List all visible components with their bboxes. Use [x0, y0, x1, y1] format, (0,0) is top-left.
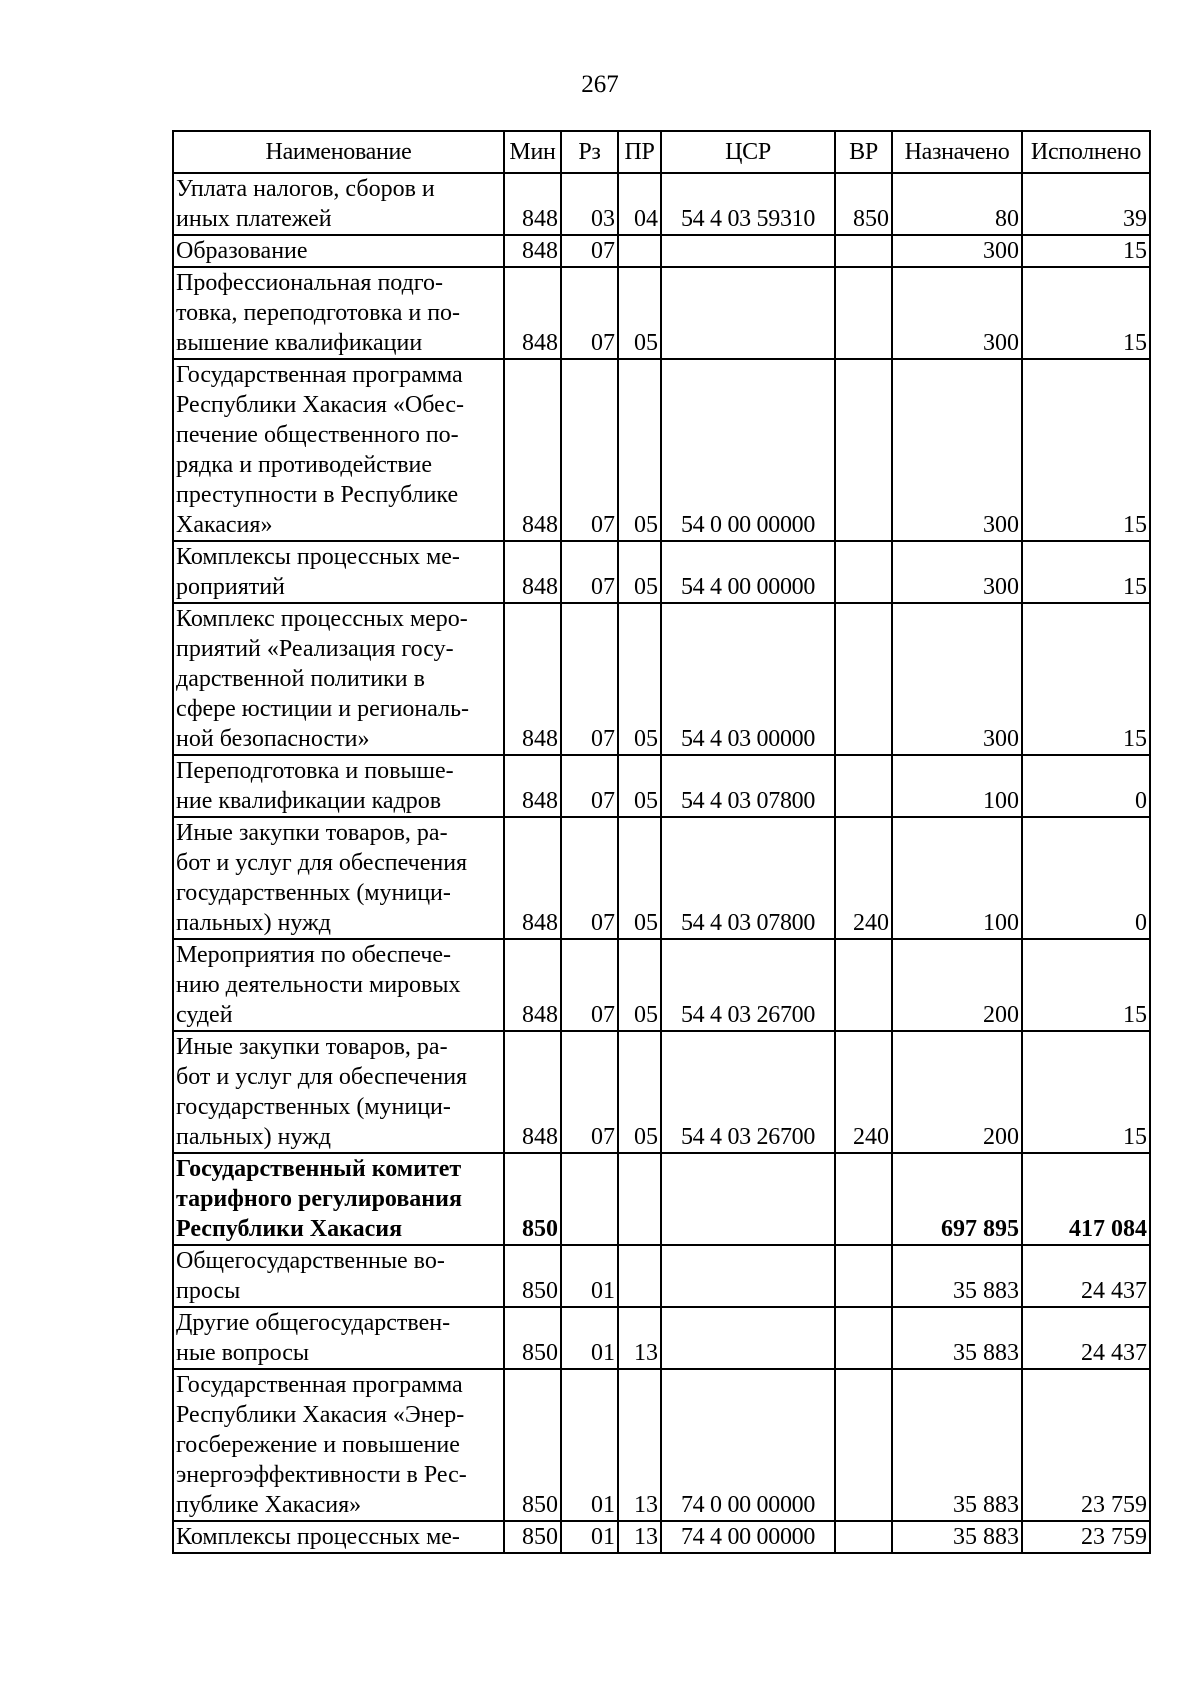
cell-name-line: вышение квалификации: [176, 330, 423, 356]
table-row: [173, 817, 1150, 939]
cell-rz: 07: [561, 817, 618, 939]
cell-assigned: 80: [892, 173, 1022, 235]
cell-assigned: 100: [892, 817, 1022, 939]
cell-vr: [835, 755, 892, 817]
cell-csr: [661, 1153, 835, 1245]
cell-assigned: 100: [892, 755, 1022, 817]
cell-vr: [835, 235, 892, 267]
cell-vr: 850: [835, 173, 892, 235]
cell-name-line: иных платежей: [176, 206, 332, 232]
table-row: [173, 541, 1150, 603]
cell-name-line: Комплексы процессных ме-: [176, 1524, 460, 1550]
cell-name-line: тарифного регулирования: [176, 1186, 462, 1212]
header-rz: Рз: [561, 131, 618, 173]
cell-name-line: Комплексы процессных ме-: [176, 544, 460, 570]
cell-vr: [835, 1521, 892, 1553]
cell-executed: 15: [1022, 359, 1150, 541]
table-row: [173, 1031, 1150, 1153]
table-row: [173, 939, 1150, 1031]
cell-name-line: государственных (муници-: [176, 880, 451, 906]
cell-vr: [835, 1307, 892, 1369]
cell-pr: 05: [618, 817, 661, 939]
cell-name-line: Другие общегосударствен-: [176, 1310, 451, 1336]
cell-name-line: Республики Хакасия: [176, 1216, 403, 1242]
cell-pr: 05: [618, 603, 661, 755]
cell-name: [173, 1153, 504, 1245]
cell-assigned: 300: [892, 603, 1022, 755]
cell-name-line: рядка и противодействие: [176, 452, 433, 478]
cell-name: [173, 235, 504, 267]
cell-rz: 01: [561, 1521, 618, 1553]
cell-executed: 23 759: [1022, 1521, 1150, 1553]
cell-name: [173, 267, 504, 359]
cell-name-line: публике Хакасия»: [176, 1492, 362, 1518]
cell-pr: 05: [618, 359, 661, 541]
cell-pr: 13: [618, 1521, 661, 1553]
table-row: [173, 267, 1150, 359]
cell-name: [173, 755, 504, 817]
cell-assigned: 300: [892, 235, 1022, 267]
cell-assigned: 35 883: [892, 1521, 1022, 1553]
cell-vr: [835, 267, 892, 359]
table-row: [173, 235, 1150, 267]
cell-vr: 240: [835, 1031, 892, 1153]
cell-assigned: 35 883: [892, 1307, 1022, 1369]
cell-vr: [835, 1369, 892, 1521]
cell-name-line: бот и услуг для обеспечения: [176, 850, 468, 876]
cell-name-line: энергоэффективности в Рес-: [176, 1462, 467, 1488]
cell-name: [173, 359, 504, 541]
cell-vr: [835, 1153, 892, 1245]
cell-name: [173, 1031, 504, 1153]
cell-vr: [835, 359, 892, 541]
cell-csr: [661, 1307, 835, 1369]
cell-min: 848: [504, 817, 561, 939]
cell-assigned: 300: [892, 267, 1022, 359]
table-row: [173, 1153, 1150, 1245]
cell-executed: 15: [1022, 939, 1150, 1031]
cell-min: 850: [504, 1307, 561, 1369]
cell-executed: 0: [1022, 755, 1150, 817]
cell-name-line: сфере юстиции и региональ-: [176, 696, 470, 722]
cell-pr: 05: [618, 267, 661, 359]
cell-csr: 54 4 00 00000: [661, 541, 835, 603]
page-number: 267: [581, 71, 619, 98]
cell-name: [173, 1521, 504, 1553]
cell-pr: [618, 1153, 661, 1245]
table-body: [173, 173, 1150, 1553]
cell-rz: 01: [561, 1245, 618, 1307]
table-row: [173, 1245, 1150, 1307]
cell-pr: 05: [618, 939, 661, 1031]
cell-name: [173, 541, 504, 603]
cell-executed: 0: [1022, 817, 1150, 939]
cell-name-line: судей: [176, 1002, 233, 1028]
cell-rz: 07: [561, 939, 618, 1031]
table-row: [173, 1521, 1150, 1553]
cell-name: [173, 1245, 504, 1307]
cell-csr: 54 0 00 00000: [661, 359, 835, 541]
cell-name-line: ние квалификации кадров: [176, 788, 442, 814]
cell-rz: 07: [561, 267, 618, 359]
cell-csr: [661, 1245, 835, 1307]
cell-rz: 07: [561, 755, 618, 817]
cell-assigned: 697 895: [892, 1153, 1022, 1245]
header-assigned: Назначено: [892, 131, 1022, 173]
cell-assigned: 300: [892, 541, 1022, 603]
cell-name-line: Мероприятия по обеспече-: [176, 942, 452, 968]
cell-name-line: пальных) нужд: [176, 1124, 331, 1150]
cell-csr: [661, 267, 835, 359]
cell-pr: 13: [618, 1369, 661, 1521]
cell-assigned: 35 883: [892, 1369, 1022, 1521]
cell-pr: 05: [618, 541, 661, 603]
cell-pr: 05: [618, 1031, 661, 1153]
cell-executed: 15: [1022, 1031, 1150, 1153]
cell-csr: 54 4 03 26700: [661, 939, 835, 1031]
cell-pr: [618, 1245, 661, 1307]
header-csr: ЦСР: [661, 131, 835, 173]
table-row: [173, 755, 1150, 817]
table-header-row: [173, 131, 1150, 173]
cell-name-line: Уплата налогов, сборов и: [176, 176, 435, 202]
table-row: [173, 359, 1150, 541]
cell-min: 848: [504, 235, 561, 267]
cell-name-line: товка, переподготовка и по-: [176, 300, 461, 326]
cell-min: 848: [504, 1031, 561, 1153]
cell-name: [173, 1369, 504, 1521]
cell-name-line: ной безопасности»: [176, 726, 370, 752]
cell-name: [173, 173, 504, 235]
cell-min: 848: [504, 603, 561, 755]
cell-executed: 417 084: [1022, 1153, 1150, 1245]
cell-name-line: Республики Хакасия «Обес-: [176, 392, 464, 418]
cell-pr: 13: [618, 1307, 661, 1369]
cell-csr: 54 4 03 00000: [661, 603, 835, 755]
cell-name-line: нию деятельности мировых: [176, 972, 461, 998]
cell-rz: 07: [561, 1031, 618, 1153]
cell-min: 848: [504, 755, 561, 817]
cell-min: 848: [504, 173, 561, 235]
cell-vr: 240: [835, 817, 892, 939]
cell-pr: 04: [618, 173, 661, 235]
cell-pr: [618, 235, 661, 267]
cell-executed: 15: [1022, 603, 1150, 755]
table-row: [173, 173, 1150, 235]
cell-name-line: бот и услуг для обеспечения: [176, 1064, 468, 1090]
cell-assigned: 35 883: [892, 1245, 1022, 1307]
cell-name: [173, 939, 504, 1031]
cell-csr: [661, 235, 835, 267]
cell-rz: 07: [561, 359, 618, 541]
cell-name-line: Республики Хакасия «Энер-: [176, 1402, 465, 1428]
header-min: Мин: [504, 131, 561, 173]
table-row: [173, 1369, 1150, 1521]
cell-assigned: 300: [892, 359, 1022, 541]
cell-vr: [835, 541, 892, 603]
cell-min: 850: [504, 1153, 561, 1245]
cell-name-line: просы: [176, 1278, 241, 1304]
table-row: [173, 603, 1150, 755]
cell-min: 848: [504, 267, 561, 359]
cell-name-line: преступности в Республике: [176, 482, 459, 508]
cell-name-line: Хакасия»: [176, 512, 273, 538]
cell-name-line: Профессиональная подго-: [176, 270, 444, 296]
cell-rz: 07: [561, 603, 618, 755]
cell-name-line: Государственная программа: [176, 362, 463, 388]
cell-pr: 05: [618, 755, 661, 817]
cell-name-line: Государственная программа: [176, 1372, 463, 1398]
cell-csr: 54 4 03 07800: [661, 755, 835, 817]
cell-rz: 07: [561, 541, 618, 603]
cell-name-line: пальных) нужд: [176, 910, 331, 936]
header-vr: ВР: [835, 131, 892, 173]
cell-name-line: роприятий: [176, 574, 285, 600]
cell-rz: [561, 1153, 618, 1245]
cell-csr: 74 4 00 00000: [661, 1521, 835, 1553]
cell-executed: 15: [1022, 235, 1150, 267]
cell-rz: 01: [561, 1307, 618, 1369]
cell-executed: 24 437: [1022, 1307, 1150, 1369]
cell-name-line: государственных (муници-: [176, 1094, 451, 1120]
cell-vr: [835, 939, 892, 1031]
cell-executed: 23 759: [1022, 1369, 1150, 1521]
cell-rz: 01: [561, 1369, 618, 1521]
cell-name-line: печение общественного по-: [176, 422, 459, 448]
cell-name-line: госбережение и повышение: [176, 1432, 460, 1458]
cell-name: [173, 817, 504, 939]
cell-assigned: 200: [892, 1031, 1022, 1153]
header-executed: Исполнено: [1022, 131, 1150, 173]
cell-name-line: Общегосударственные во-: [176, 1248, 445, 1274]
cell-min: 848: [504, 359, 561, 541]
cell-vr: [835, 603, 892, 755]
cell-csr: 74 0 00 00000: [661, 1369, 835, 1521]
cell-assigned: 200: [892, 939, 1022, 1031]
cell-executed: 39: [1022, 173, 1150, 235]
cell-name-line: Комплекс процессных меро-: [176, 606, 468, 632]
cell-executed: 24 437: [1022, 1245, 1150, 1307]
cell-rz: 03: [561, 173, 618, 235]
cell-name-line: Государственный комитет: [176, 1156, 462, 1182]
cell-name: [173, 603, 504, 755]
cell-rz: 07: [561, 235, 618, 267]
header-name: Наименование: [173, 131, 504, 173]
cell-min: 850: [504, 1245, 561, 1307]
cell-executed: 15: [1022, 541, 1150, 603]
cell-name-line: приятий «Реализация госу-: [176, 636, 454, 662]
cell-csr: 54 4 03 59310: [661, 173, 835, 235]
cell-min: 850: [504, 1369, 561, 1521]
cell-min: 848: [504, 541, 561, 603]
table-row: [173, 1307, 1150, 1369]
cell-min: 848: [504, 939, 561, 1031]
cell-vr: [835, 1245, 892, 1307]
cell-name: [173, 1307, 504, 1369]
cell-name-line: Иные закупки товаров, ра-: [176, 820, 448, 846]
cell-name-line: Иные закупки товаров, ра-: [176, 1034, 448, 1060]
cell-name-line: Образование: [176, 238, 308, 264]
cell-executed: 15: [1022, 267, 1150, 359]
cell-name-line: ные вопросы: [176, 1340, 310, 1366]
cell-csr: 54 4 03 07800: [661, 817, 835, 939]
header-pr: ПР: [618, 131, 661, 173]
budget-table: [172, 130, 1151, 1554]
cell-name-line: Переподготовка и повыше-: [176, 758, 454, 784]
cell-csr: 54 4 03 26700: [661, 1031, 835, 1153]
cell-min: 850: [504, 1521, 561, 1553]
cell-name-line: дарственной политики в: [176, 666, 425, 692]
